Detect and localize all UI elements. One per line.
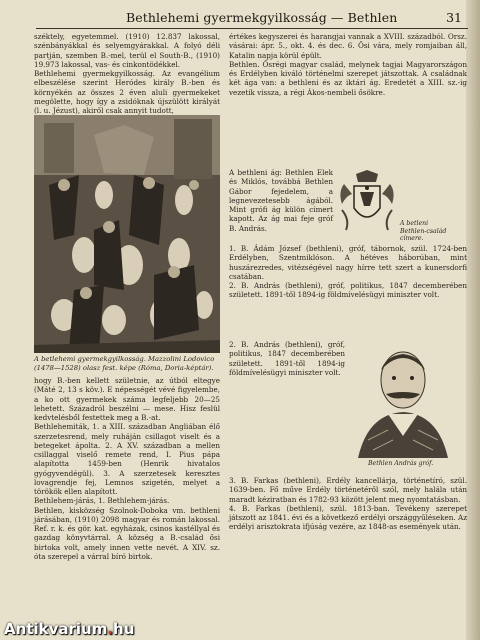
right-column-top — [229, 32, 467, 97]
paragraph: széktely, egyetemmel. (1910) 12.837 lakossal, szénbányákkal és selyemgyárakkal. A folyó déli partján, szemben B.-mel, terül el South-B., (1910) 19.973 lakossal, vas- és cinkontödékkel. — [34, 32, 220, 69]
right-column-beside-portrait — [229, 340, 345, 377]
paragraph: 3. B. Farkas (bethleni), Erdély kancellárja, történetíró, szül. 1639-ben. Fő műve Erdély történetéről szól, mely halála után maradt kéziratban és 1782-93 között jelent meg nyomtatásban. — [229, 476, 467, 504]
coat-of-arms-caption: A betleni Bethlen-család címere. — [400, 220, 447, 242]
paragraph: hogy B.-ben kellett születnie, az útból eltegye (Máté 2, 13 s köv.). E népességét vévé figyelembe, a ko ott gyermekek száma legfeljebb 20—25 lehetett. Századról beszélni — mese. Hisz feslül kedvtelésből festettek meg a B.-at. — [34, 376, 220, 422]
watermark-dot: . — [107, 620, 114, 638]
paragraph: A bethleni ág: Bethlen Elek és Miklós, továbbá Bethlen Gábor fejedelem, a legnevezetesebb ágából. Mint grófi ág külön címert kapott. Az ág mai feje gróf B. András. — [229, 168, 333, 233]
paragraph: Bethlen. Ősrégi magyar család, melynek tagjai Magyarországon és Erdélyben kiváló történelmi szerepet játszottak. A családnak két ága van: a bethleni és az iktári ág. Eredetét a XIII. sz.-ig vezetik vissza, a régi Ákos-nembeli ősökre. — [229, 59, 467, 97]
right-column-middle — [229, 244, 467, 300]
paragraph: Bethlen, kisközség Szolnok-Doboka vm. bethleni járásában, (1910) 2098 magyar és román lakossal. Ref. r. k. és gör. kat. egyházak, csinos kastéllyal és gazdag könyvtárral. A község a B.-család ősi birtoka volt, amely innen vette nevét. A XIV. sz. óta szerepel a várral bíró birtok. — [34, 505, 220, 561]
running-title: Bethlehemi gyermekgyilkosság — Bethlen — [126, 10, 398, 25]
portrait-caption: Bethlen András gróf. — [368, 460, 434, 467]
paragraph: értékes kegyszerei és harangjai vannak a XVIII. századból. Orsz. vásárai: ápr. 5., okt. 4. és dec. 6. Ősi vára, mely romjaiban áll, Katalin napja körül épült. — [229, 32, 467, 60]
paragraph: 1. B. Ádám József (bethleni), gróf, tábornok, szül. 1724-ben Erdélyben, Szentmiklóson. A hétéves háborúban, mint huszárezredes, vitézségével nagy hírre tett szert a kunersdorfi csatában. — [229, 244, 467, 281]
watermark-brand: Antikvarium — [4, 620, 108, 638]
paragraph: 2. B. András (bethleni), gróf, politikus, 1847 decemberében született. 1891-től 1894-ig földmívelésügyi miniszter volt. — [229, 340, 345, 377]
right-column-bottom — [229, 476, 467, 532]
figure-caption: A betlehemi gyermekgyilkosság. Mazzolini Lodovico (1478—1528) olasz fest. képe (Róma, Doria-képtár). — [34, 355, 215, 372]
coat-of-arms-graphic — [336, 170, 398, 234]
painting-graphic — [34, 115, 220, 353]
page-gutter-shadow — [466, 0, 480, 640]
right-column-beside-coat — [229, 168, 333, 233]
paragraph: Bethlehemi gyermekgyilkosság. Az evangélium elbeszélése szerint Heródes király B.-ben és környékén az összes 2 éven aluli gyermekeket megölette, hogy így a zsidóknak újszülött királyát (l. u. Jézust), akiről csak annyit tudott, — [34, 69, 220, 115]
watermark-tld: hu — [113, 620, 135, 638]
left-column-top — [34, 32, 220, 115]
paragraph: Bethlehemiták, 1. a XIII. században Angliában élő szerzetesrend, mely ruháján csillagot viselt és a betegeket ápolta. 2. A XV. században a mellen csillaggal viselő remete rend, I. Pius pápa alapította 1459-ben (Henrik hivatalos gyógyvendégül). 3. A szerzetesek keresztes lovagrendje fej, Lemnos szigetén, melyet a törökök ellen alapított. — [34, 422, 220, 496]
portrait-illustration — [348, 340, 458, 458]
portrait-graphic — [348, 340, 458, 458]
paragraph: Bethlehem-járás, 1. Bethlehem-járás. — [34, 496, 170, 506]
paragraph: 2. B. András (bethleni), gróf, politikus, 1847 decemberében született. 1891-től 1894-ig földmívelésügyi miniszter volt. — [229, 281, 467, 300]
massacre-painting-illustration — [34, 115, 220, 353]
running-header — [36, 8, 468, 29]
page-number: 31 — [446, 10, 462, 25]
left-column-bottom — [34, 376, 220, 561]
paragraph: 4. B. Farkas (bethleni), szül. 1813-ban. Tevékeny szerepet játszott az 1841. évi és a következő erdélyi országgyűléseken. Az erdélyi arisztokrata ifjúság vezére, az 1848-as események után. — [229, 503, 467, 532]
coat-of-arms-illustration — [336, 170, 398, 234]
antikvarium-watermark — [4, 620, 134, 638]
